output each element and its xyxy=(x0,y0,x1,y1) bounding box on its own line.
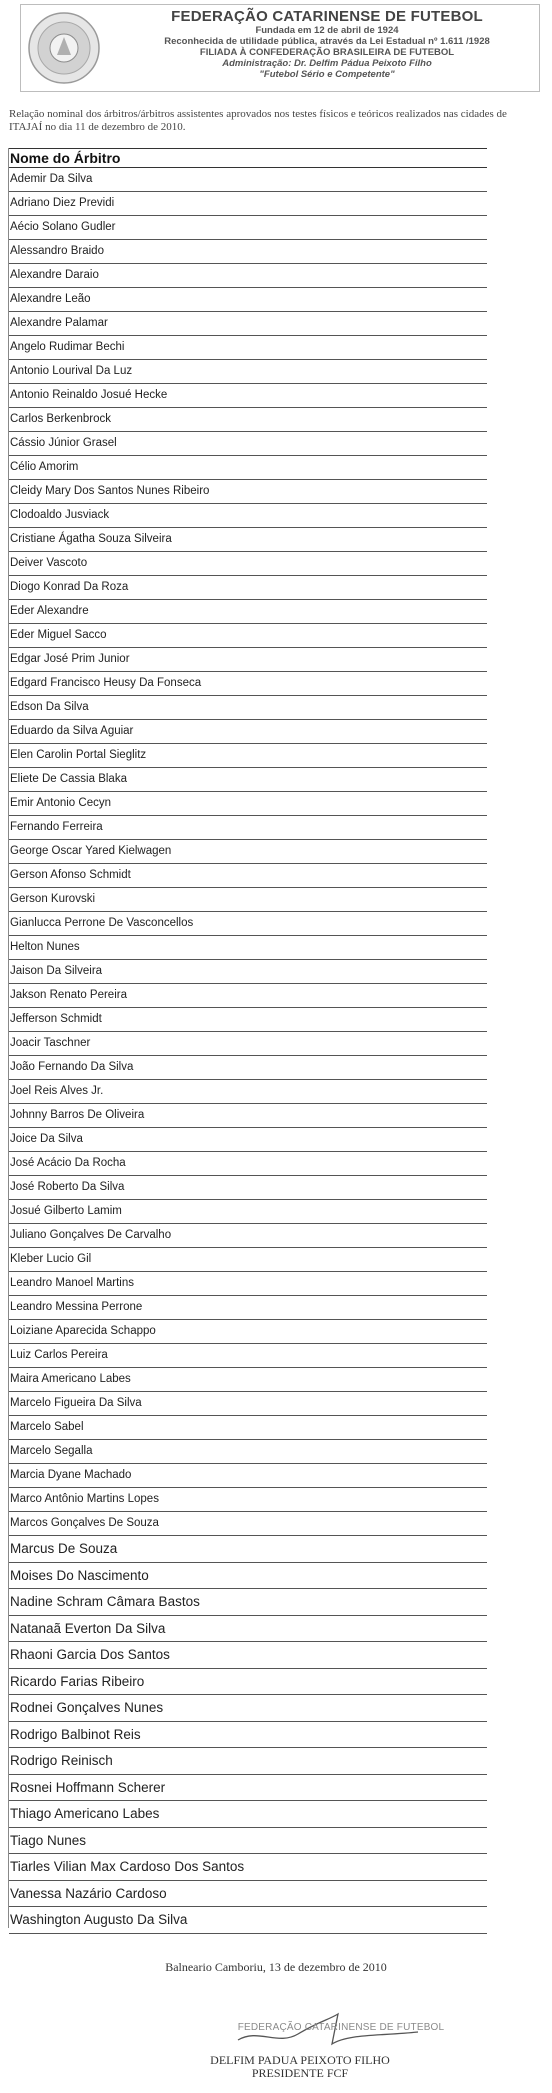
table-row: Emir Antonio Cecyn xyxy=(9,792,487,816)
table-row: Edgard Francisco Heusy Da Fonseca xyxy=(9,672,487,696)
table-row: Cássio Júnior Grasel xyxy=(9,432,487,456)
table-row: Natanaã Everton Da Silva xyxy=(9,1616,487,1643)
table-row: Adriano Diez Previdi xyxy=(9,192,487,216)
table-row: Eduardo da Silva Aguiar xyxy=(9,720,487,744)
table-row: Loiziane Aparecida Schappo xyxy=(9,1320,487,1344)
public-utility-line: Reconhecida de utilidade pública, através da Lei Estadual nº 1.611 /1928 xyxy=(164,36,490,47)
table-row: Antonio Lourival Da Luz xyxy=(9,360,487,384)
table-row: Deiver Vascoto xyxy=(9,552,487,576)
affiliation-line: FILIADA À CONFEDERAÇÃO BRASILEIRA DE FUTEBOL xyxy=(199,47,455,58)
table-row: Jefferson Schmidt xyxy=(9,1008,487,1032)
table-row: Helton Nunes xyxy=(9,936,487,960)
table-row: Gianlucca Perrone De Vasconcellos xyxy=(9,912,487,936)
table-row: Alexandre Palamar xyxy=(9,312,487,336)
table-row: Eliete De Cassia Blaka xyxy=(9,768,487,792)
table-row: Edson Da Silva xyxy=(9,696,487,720)
table-row: Eder Miguel Sacco xyxy=(9,624,487,648)
table-row: Ademir Da Silva xyxy=(9,168,487,192)
table-row: Clodoaldo Jusviack xyxy=(9,504,487,528)
table-row: Rodrigo Reinisch xyxy=(9,1748,487,1775)
table-row: Marcelo Segalla xyxy=(9,1440,487,1464)
table-row: Elen Carolin Portal Sieglitz xyxy=(9,744,487,768)
table-row: João Fernando Da Silva xyxy=(9,1056,487,1080)
table-row: Joel Reis Alves Jr. xyxy=(9,1080,487,1104)
table-row: Rodnei Gonçalves Nunes xyxy=(9,1695,487,1722)
table-row: Marcos Gonçalves De Souza xyxy=(9,1512,487,1536)
table-row: Joice Da Silva xyxy=(9,1128,487,1152)
table-row: Alessandro Braido xyxy=(9,240,487,264)
table-row: Rhaoni Garcia Dos Santos xyxy=(9,1642,487,1669)
table-row: Kleber Lucio Gil xyxy=(9,1248,487,1272)
table-row: Alexandre Leão xyxy=(9,288,487,312)
table-row: Antonio Reinaldo Josué Hecke xyxy=(9,384,487,408)
table-row: Rosnei Hoffmann Scherer xyxy=(9,1775,487,1802)
table-row: Edgar José Prim Junior xyxy=(9,648,487,672)
table-row: José Acácio Da Rocha xyxy=(9,1152,487,1176)
table-row: Fernando Ferreira xyxy=(9,816,487,840)
table-row: Thiago Americano Labes xyxy=(9,1801,487,1828)
table-row: Gerson Kurovski xyxy=(9,888,487,912)
signatory-name: DELFIM PADUA PEIXOTO FILHO xyxy=(210,2053,390,2067)
table-row: Cristiane Ágatha Souza Silveira xyxy=(9,528,487,552)
signatory-role: PRESIDENTE FCF xyxy=(251,2066,349,2080)
table-row: Gerson Afonso Schmidt xyxy=(9,864,487,888)
seal-icon xyxy=(27,11,101,85)
table-row: Angelo Rudimar Bechi xyxy=(9,336,487,360)
table-row: Jakson Renato Pereira xyxy=(9,984,487,1008)
table-row: Eder Alexandre xyxy=(9,600,487,624)
table-row: Carlos Berkenbrock xyxy=(9,408,487,432)
table-row: Juliano Gonçalves De Carvalho xyxy=(9,1224,487,1248)
founding-line: Fundada em 12 de abril de 1924 xyxy=(255,25,399,36)
federation-title: FEDERAÇÃO CATARINENSE DE FUTEBOL xyxy=(171,8,483,25)
table-row: George Oscar Yared Kielwagen xyxy=(9,840,487,864)
table-row: Célio Amorim xyxy=(9,456,487,480)
table-row: Leandro Manoel Martins xyxy=(9,1272,487,1296)
table-row: Cleidy Mary Dos Santos Nunes Ribeiro xyxy=(9,480,487,504)
table-row: Moises Do Nascimento xyxy=(9,1563,487,1590)
table-row: Nadine Schram Câmara Bastos xyxy=(9,1589,487,1616)
table-row: José Roberto Da Silva xyxy=(9,1176,487,1200)
table-row: Marco Antônio Martins Lopes xyxy=(9,1488,487,1512)
table-row: Ricardo Farias Ribeiro xyxy=(9,1669,487,1696)
table-row: Marcus De Souza xyxy=(9,1536,487,1563)
table-row: Maira Americano Labes xyxy=(9,1368,487,1392)
table-row: Johnny Barros De Oliveira xyxy=(9,1104,487,1128)
intro-paragraph: Relação nominal dos árbitros/árbitros assistentes aprovados nos testes físicos e teóricos realizados nas cidades de ITAJAÍ no dia 11 de dezembro de 2010. xyxy=(9,108,507,133)
table-row: Alexandre Daraio xyxy=(9,264,487,288)
signatory xyxy=(150,2054,450,2080)
table-row: Jaison Da Silveira xyxy=(9,960,487,984)
table-row: Luiz Carlos Pereira xyxy=(9,1344,487,1368)
motto-line: "Futebol Sério e Competente" xyxy=(259,69,395,80)
table-row: Joacir Taschner xyxy=(9,1032,487,1056)
table-row: Marcia Dyane Machado xyxy=(9,1464,487,1488)
table-row: Rodrigo Balbinot Reis xyxy=(9,1722,487,1749)
stamp-text: FEDERAÇÃO CATARINENSE DE FUTEBOL xyxy=(237,2022,445,2033)
table-row: Tiago Nunes xyxy=(9,1828,487,1855)
letterhead-text xyxy=(117,8,537,80)
table-header: Nome do Árbitro xyxy=(9,148,487,168)
table-row: Washington Augusto Da Silva xyxy=(9,1907,487,1934)
place-date: Balneario Camboriu, 13 de dezembro de 2010 xyxy=(165,1960,387,1974)
table-row: Josué Gilberto Lamim xyxy=(9,1200,487,1224)
referee-table xyxy=(8,148,486,1928)
table-row: Marcelo Sabel xyxy=(9,1416,487,1440)
table-row: Aécio Solano Gudler xyxy=(9,216,487,240)
letterhead xyxy=(20,4,540,92)
table-row: Marcelo Figueira Da Silva xyxy=(9,1392,487,1416)
table-row: Diogo Konrad Da Roza xyxy=(9,576,487,600)
administration-line: Administração: Dr. Delfim Pádua Peixoto Filho xyxy=(222,58,432,69)
table-row: Vanessa Nazário Cardoso xyxy=(9,1881,487,1908)
table-row: Tiarles Vilian Max Cardoso Dos Santos xyxy=(9,1854,487,1881)
table-row: Leandro Messina Perrone xyxy=(9,1296,487,1320)
